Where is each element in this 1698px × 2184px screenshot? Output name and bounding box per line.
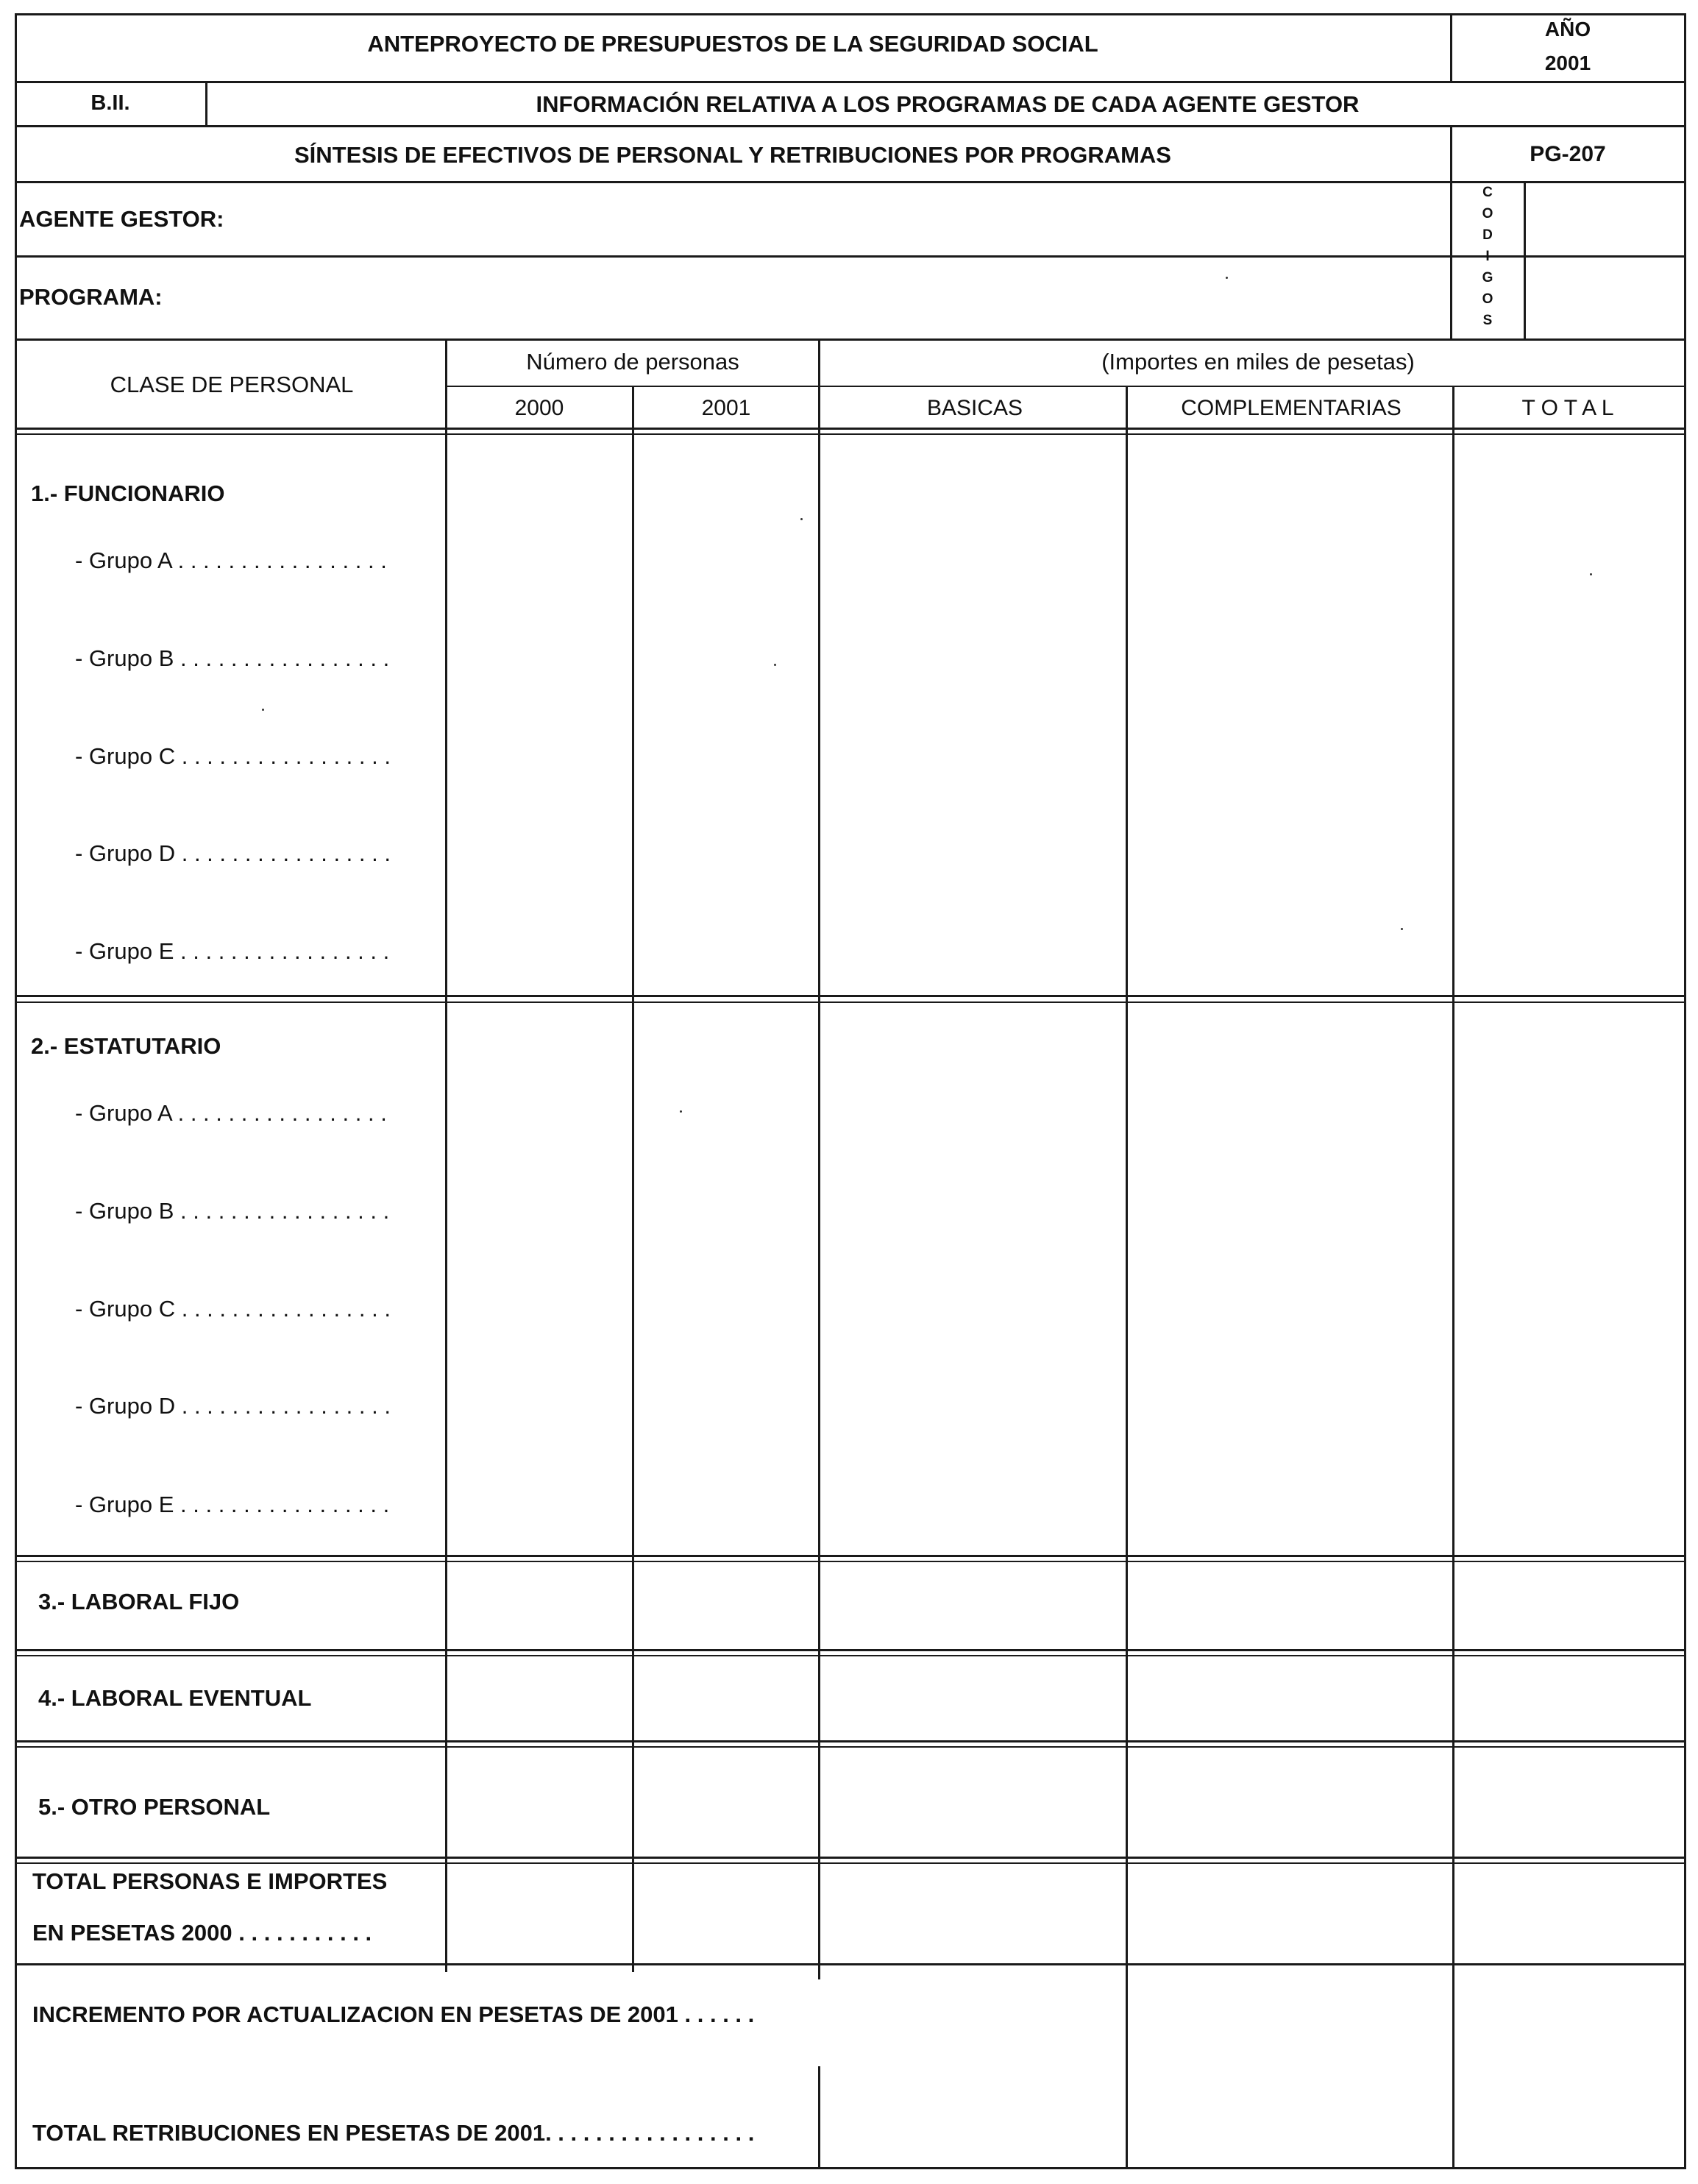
- dot-leader: . . . . . . . . . . . . . . . . .: [177, 547, 387, 573]
- laboral-fijo-title: 3.- LABORAL FIJO: [38, 1589, 240, 1614]
- scan-speck: [1401, 928, 1403, 930]
- rule: [15, 1740, 1686, 1742]
- dot-leader: . . . . . . . . . . . . . . . . .: [545, 2120, 755, 2146]
- estatutario-grupo-d: - Grupo D . . . . . . . . . . . . . . . . .: [75, 1393, 391, 1419]
- rule: [15, 1655, 1686, 1656]
- importes-header: (Importes en miles de pesetas): [1101, 349, 1415, 375]
- otro-personal-title: 5.- OTRO PERSONAL: [38, 1794, 271, 1820]
- total-personas-line1: TOTAL PERSONAS E IMPORTES: [32, 1868, 388, 1894]
- rule: [15, 255, 1686, 258]
- rule: [15, 433, 1686, 435]
- rule: [818, 338, 820, 1979]
- dot-leader: . . . . . . . . . . . . . . . . .: [180, 645, 390, 671]
- dot-leader: . . . . . . . . . . .: [238, 1920, 372, 1946]
- rule: [15, 1857, 1686, 1859]
- form-title: SÍNTESIS DE EFECTIVOS DE PERSONAL Y RETRIBUCIONES POR PROGRAMAS: [294, 142, 1171, 168]
- column-total-header: T O T A L: [1521, 396, 1614, 420]
- frame-right: [1684, 13, 1686, 2169]
- scan-speck: [800, 518, 803, 520]
- dot-leader: . . . . . . . . . . . . . . . . .: [181, 1393, 391, 1419]
- rule: [15, 1555, 1686, 1557]
- rule: [15, 81, 1686, 83]
- section-code: B.II.: [90, 91, 130, 115]
- rule: [15, 1963, 1686, 1965]
- dot-leader: . . . . . . . . . . . . . . . . .: [181, 840, 391, 866]
- scan-speck: [1590, 573, 1592, 575]
- rule: [15, 995, 1686, 997]
- clase-personal-header: CLASE DE PERSONAL: [110, 372, 354, 397]
- estatutario-grupo-c: - Grupo C . . . . . . . . . . . . . . . . .: [75, 1296, 391, 1322]
- codigos-letter: C: [1482, 185, 1493, 200]
- total-retribuciones-label: TOTAL RETRIBUCIONES EN PESETAS DE 2001. . . . . . . . . . . . . . . . .: [32, 2120, 755, 2146]
- column-basicas-header: BASICAS: [926, 396, 1023, 420]
- dot-leader: . . . . . . . . . . . . . . . . .: [180, 1492, 390, 1517]
- rule: [15, 1649, 1686, 1651]
- rule: [15, 338, 1686, 341]
- rule: [1524, 255, 1686, 258]
- rule: [818, 2066, 820, 2169]
- rule: [1452, 386, 1454, 2169]
- form-code: PG-207: [1530, 142, 1606, 166]
- funcionario-grupo-b: - Grupo B . . . . . . . . . . . . . . . . .: [75, 645, 390, 671]
- column-2000-header: 2000: [514, 396, 564, 420]
- codigos-letter: G: [1482, 270, 1493, 286]
- total-personas-line2: EN PESETAS 2000 . . . . . . . . . . .: [32, 1920, 372, 1946]
- estatutario-grupo-b: - Grupo B . . . . . . . . . . . . . . . . .: [75, 1198, 390, 1224]
- rule: [1126, 386, 1128, 2169]
- column-2001-header: 2001: [701, 396, 751, 420]
- laboral-eventual-title: 4.- LABORAL EVENTUAL: [38, 1685, 312, 1711]
- rule: [15, 1561, 1686, 1562]
- codigos-letter: S: [1482, 313, 1493, 328]
- rule: [1524, 181, 1526, 341]
- rule: [15, 1001, 1686, 1003]
- form-main-title: ANTEPROYECTO DE PRESUPUESTOS DE LA SEGURIDAD SOCIAL: [367, 31, 1098, 57]
- scan-speck: [680, 1110, 682, 1113]
- codigos-letter: D: [1482, 227, 1493, 243]
- rule: [1450, 181, 1452, 341]
- rule: [445, 338, 447, 1972]
- rule: [632, 386, 634, 1972]
- section-title: INFORMACIÓN RELATIVA A LOS PROGRAMAS DE CADA AGENTE GESTOR: [536, 91, 1360, 117]
- rule: [205, 81, 207, 127]
- rule: [15, 125, 1686, 127]
- rule: [15, 1862, 1686, 1864]
- programa-label: PROGRAMA:: [19, 284, 163, 310]
- funcionario-grupo-a: - Grupo A . . . . . . . . . . . . . . . . .: [75, 547, 387, 573]
- dot-leader: . . . . . . . . . . . . . . . . .: [177, 1100, 387, 1126]
- funcionario-title: 1.- FUNCIONARIO: [31, 481, 225, 506]
- scan-speck: [774, 664, 776, 666]
- codigos-letter: I: [1485, 249, 1490, 264]
- dot-leader: . . . . . . . . . . . . . . . . .: [180, 938, 390, 964]
- agente-gestor-label: AGENTE GESTOR:: [19, 206, 224, 232]
- frame-bottom: [15, 2167, 1686, 2169]
- funcionario-grupo-c: - Grupo C . . . . . . . . . . . . . . . . .: [75, 743, 391, 769]
- rule: [15, 181, 1686, 183]
- estatutario-grupo-a: - Grupo A . . . . . . . . . . . . . . . . .: [75, 1100, 387, 1126]
- dot-leader: . . . . . .: [684, 2002, 755, 2027]
- year-value: 2001: [1544, 52, 1591, 74]
- scan-speck: [262, 709, 264, 711]
- dot-leader: . . . . . . . . . . . . . . . . .: [180, 1198, 390, 1224]
- frame-left: [15, 13, 17, 2169]
- codigos-letter: O: [1482, 206, 1493, 221]
- estatutario-title: 2.- ESTATUTARIO: [31, 1033, 221, 1059]
- column-complementarias-header: COMPLEMENTARIAS: [1181, 396, 1402, 420]
- year-label: AÑO: [1544, 18, 1591, 40]
- estatutario-grupo-e: - Grupo E . . . . . . . . . . . . . . . . .: [75, 1492, 390, 1517]
- dot-leader: . . . . . . . . . . . . . . . . .: [181, 743, 391, 769]
- dot-leader: . . . . . . . . . . . . . . . . .: [181, 1296, 391, 1322]
- rule: [15, 1746, 1686, 1748]
- funcionario-grupo-d: - Grupo D . . . . . . . . . . . . . . . . .: [75, 840, 391, 866]
- rule: [15, 428, 1686, 430]
- numero-personas-header: Número de personas: [526, 349, 739, 375]
- funcionario-grupo-e: - Grupo E . . . . . . . . . . . . . . . . .: [75, 938, 390, 964]
- scan-speck: [1226, 277, 1228, 279]
- rule: [1450, 13, 1452, 83]
- frame-top: [15, 13, 1686, 15]
- rule: [1450, 125, 1452, 184]
- incremento-label: INCREMENTO POR ACTUALIZACION EN PESETAS DE 2001 . . . . . .: [32, 2002, 755, 2027]
- codigos-letter: O: [1482, 291, 1493, 307]
